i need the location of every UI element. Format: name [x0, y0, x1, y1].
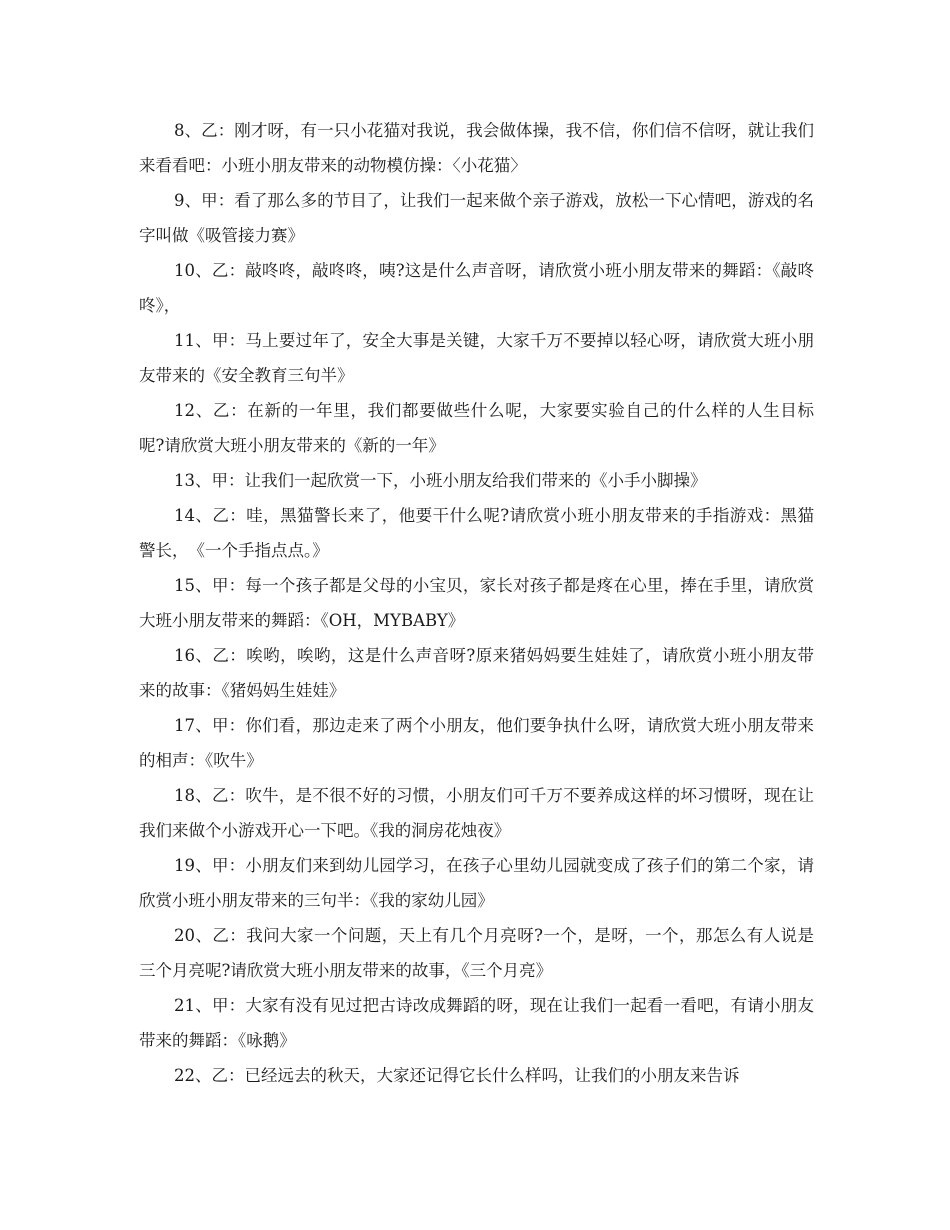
- paragraph-item-9: 9、甲：看了那么多的节目了，让我们一起来做个亲子游戏，放松一下心情吧，游戏的名字叫做《吸管接力赛》: [139, 191, 814, 245]
- paragraph-item-17: 17、甲：你们看，那边走来了两个小朋友，他们要争执什么呀，请欣赏大班小朋友带来的相声：《吹牛》: [139, 716, 814, 770]
- document-body: [139, 113, 814, 1093]
- paragraph-item-22: 22、乙：已经远去的秋天，大家还记得它长什么样吗，让我们的小朋友来告诉: [174, 1066, 740, 1085]
- paragraph-item-12: 12、乙：在新的一年里，我们都要做些什么呢，大家要实验自己的什么样的人生目标呢?请欣赏大班小朋友带来的《新的一年》: [139, 401, 814, 455]
- paragraph-item-16: 16、乙：唉哟，唉哟，这是什么声音呀?原来猪妈妈要生娃娃了，请欣赏小班小朋友带来的故事：《猪妈妈生娃娃》: [139, 646, 814, 700]
- paragraph-item-11: 11、甲：马上要过年了，安全大事是关键，大家千万不要掉以轻心呀，请欣赏大班小朋友带来的《安全教育三句半》: [139, 331, 814, 385]
- paragraph-item-21: 21、甲：大家有没有见过把古诗改成舞蹈的呀，现在让我们一起看一看吧，有请小朋友带来的舞蹈：《咏鹅》: [139, 996, 814, 1050]
- paragraph-item-20: 20、乙：我问大家一个问题，天上有几个月亮呀?一个，是呀，一个，那怎么有人说是三个月亮呢?请欣赏大班小朋友带来的故事，《三个月亮》: [139, 926, 814, 980]
- paragraph-item-18: 18、乙：吹牛，是不很不好的习惯，小朋友们可千万不要养成这样的坏习惯呀，现在让我们来做个小游戏开心一下吧。《我的洞房花烛夜》: [139, 786, 814, 840]
- paragraph-item-10: 10、乙：敲咚咚，敲咚咚，咦?这是什么声音呀，请欣赏小班小朋友带来的舞蹈：《敲咚咚》，: [139, 261, 814, 315]
- paragraph-item-19: 19、甲：小朋友们来到幼儿园学习，在孩子心里幼儿园就变成了孩子们的第二个家，请欣赏小班小朋友带来的三句半：《我的家幼儿园》: [139, 856, 814, 910]
- paragraph-item-8: 8、乙：刚才呀，有一只小花猫对我说，我会做体操，我不信，你们信不信呀，就让我们来看看吧：小班小朋友带来的动物模仿操：〈小花猫〉: [139, 121, 814, 175]
- paragraph-item-14: 14、乙：哇，黑猫警长来了，他要干什么呢?请欣赏小班小朋友带来的手指游戏：黑猫警长， 《一个手指点点。》: [139, 506, 814, 560]
- paragraph-item-13: 13、甲：让我们一起欣赏一下，小班小朋友给我们带来的《小手小脚操》: [174, 471, 707, 490]
- paragraph-item-15: 15、甲：每一个孩子都是父母的小宝贝，家长对孩子都是疼在心里，捧在手里，请欣赏大班小朋友带来的舞蹈：《OH，MYBABY》: [139, 576, 814, 630]
